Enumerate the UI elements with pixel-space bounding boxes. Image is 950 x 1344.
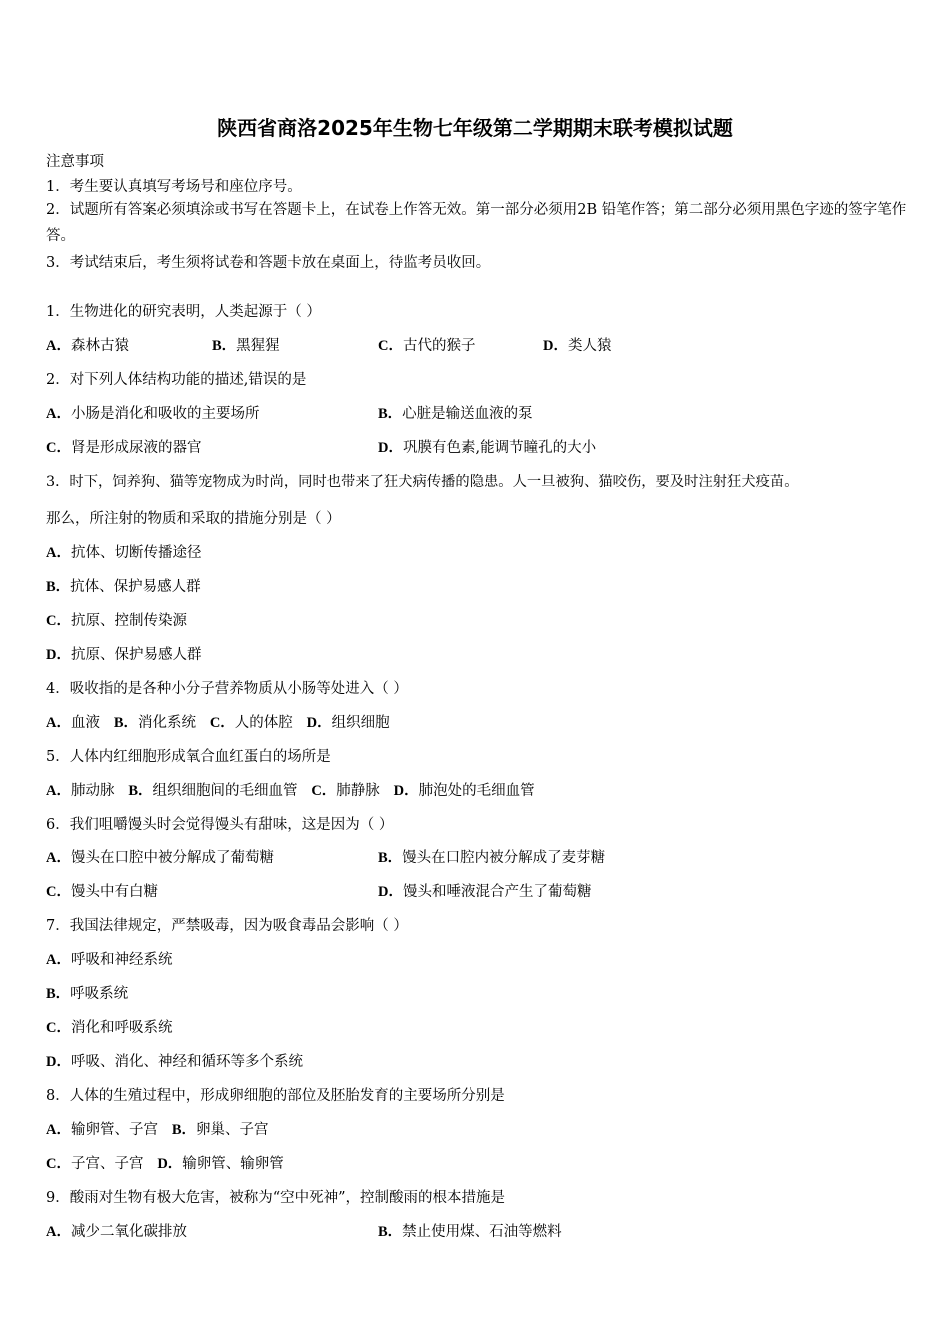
q2-option-d: D．巩膜有色素,能调节瞳孔的大小 — [378, 440, 597, 456]
notice-item-1: 1．考生要认真填写考场号和座位序号。 — [46, 179, 302, 195]
q1-option-b: B．黑猩猩 — [212, 338, 280, 354]
notice-heading: 注意事项 — [46, 154, 104, 170]
question-4-stem: 4．吸收指的是各种小分子营养物质从小肠等处进入（ ） — [46, 681, 408, 697]
notice-item-2: 2．试题所有答案必须填涂或书写在答题卡上，在试卷上作答无效。第一部分必须用2B 铅笔作答；第二部分必须用黑色字迹的签字笔作答。 — [46, 202, 907, 244]
q5-options: A．肺动脉 B．组织细胞间的毛细血管 C．肺静脉 D．肺泡处的毛细血管 — [46, 783, 535, 799]
q9-option-a: A．减少二氧化碳排放 — [46, 1224, 187, 1240]
question-3-stem-cont: 那么，所注射的物质和采取的措施分别是（ ） — [46, 511, 341, 527]
page-title: 陕西省商洛2025年生物七年级第二学期期末联考模拟试题 — [217, 116, 733, 140]
q7-option-d: D．呼吸、消化、神经和循环等多个系统 — [46, 1054, 303, 1070]
notice-item-3: 3．考试结束后，考生须将试卷和答题卡放在桌面上，待监考员收回。 — [46, 255, 491, 271]
q6-option-c: C．馒头中有白糖 — [46, 884, 158, 900]
q9-option-b: B．禁止使用煤、石油等燃料 — [378, 1224, 562, 1240]
q6-option-d: D．馒头和唾液混合产生了葡萄糖 — [378, 884, 592, 900]
question-8-stem: 8．人体的生殖过程中，形成卵细胞的部位及胚胎发育的主要场所分别是 — [46, 1088, 505, 1104]
question-3-stem: 3．时下，饲养狗、猫等宠物成为时尚，同时也带来了狂犬病传播的隐患。人一旦被狗、猫咬伤，要及时注射狂犬疫苗。 — [46, 474, 799, 490]
q1-option-d: D．类人猿 — [543, 338, 612, 354]
question-6-stem: 6．我们咀嚼馒头时会觉得馒头有甜味，这是因为（ ） — [46, 817, 394, 833]
q1-option-c: C．古代的猴子 — [378, 338, 476, 354]
q1-option-a: A．森林古猿 — [46, 338, 129, 354]
question-2-stem: 2．对下列人体结构功能的描述,错误的是 — [46, 372, 307, 388]
q7-option-c: C．消化和呼吸系统 — [46, 1020, 173, 1036]
q3-option-d: D．抗原、保护易感人群 — [46, 647, 202, 663]
q3-option-a: A．抗体、切断传播途径 — [46, 545, 202, 561]
q6-option-a: A．馒头在口腔中被分解成了葡萄糖 — [46, 850, 274, 866]
question-7-stem: 7．我国法律规定，严禁吸毒，因为吸食毒品会影响（ ） — [46, 918, 408, 934]
q4-options: A．血液 B．消化系统 C．人的体腔 D．组织细胞 — [46, 715, 390, 731]
q7-option-b: B．呼吸系统 — [46, 986, 129, 1002]
q8-options-cd: C．子宫、子宫 D．输卵管、输卵管 — [46, 1156, 284, 1172]
q6-option-b: B．馒头在口腔内被分解成了麦芽糖 — [378, 850, 606, 866]
question-1-stem: 1．生物进化的研究表明，人类起源于（ ） — [46, 304, 321, 320]
question-9-stem: 9．酸雨对生物有极大危害，被称为“空中死神”，控制酸雨的根本措施是 — [46, 1190, 506, 1206]
q3-option-c: C．抗原、控制传染源 — [46, 613, 187, 629]
q8-options-ab: A．输卵管、子宫 B．卵巢、子宫 — [46, 1122, 269, 1138]
q7-option-a: A．呼吸和神经系统 — [46, 952, 173, 968]
q2-option-a: A．小肠是消化和吸收的主要场所 — [46, 406, 260, 422]
q2-option-c: C．肾是形成尿液的器官 — [46, 440, 202, 456]
q2-option-b: B．心脏是输送血液的泵 — [378, 406, 533, 422]
question-5-stem: 5．人体内红细胞形成氧合血红蛋白的场所是 — [46, 749, 331, 765]
q3-option-b: B．抗体、保护易感人群 — [46, 579, 201, 595]
